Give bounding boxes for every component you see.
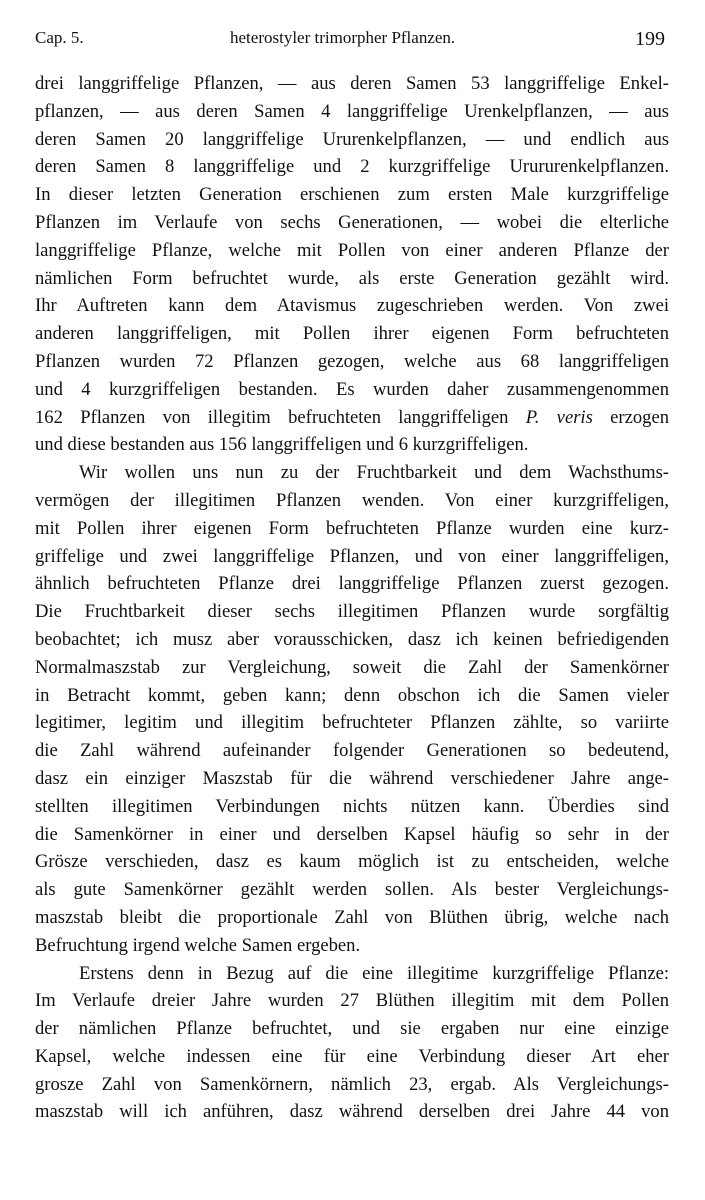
text-line: und 4 kurzgriffeligen bestanden. Es wurden daher zusammengenommen <box>35 378 669 400</box>
text-line: stellten illegitimen Verbindungen nichts nützen kann. Überdies sind <box>35 795 669 817</box>
text-line: vermögen der illegitimen Pflanzen wenden. Von einer kurzgriffeligen, <box>35 489 669 511</box>
text-line: der nämlichen Pflanze befruchtet, und sie ergaben nur eine einzige <box>35 1018 669 1040</box>
text-line: die Zahl während aufeinander folgender Generationen so bedeutend, <box>35 740 669 762</box>
text-line: die Samenkörner in einer und derselben Kapsel häufig so sehr in der <box>35 823 669 845</box>
text-line: grosze Zahl von Samenkörnern, nämlich 23, ergab. Als Vergleichungs- <box>35 1073 669 1095</box>
text-line: Kapsel, welche indessen eine für eine Verbindung dieser Art eher <box>35 1045 669 1067</box>
chapter-label: Cap. 5. <box>35 28 84 47</box>
text-line: Normalmaszstab zur Vergleichung, soweit die Zahl der Samenkörner <box>35 656 669 678</box>
page-number: 199 <box>635 28 665 50</box>
running-title: heterostyler trimorpher Pflanzen. <box>230 28 456 47</box>
text-line: maszstab will ich anführen, dasz während derselben drei Jahre 44 von <box>35 1101 669 1123</box>
text-line: drei langgriffelige Pflanzen, — aus deren Samen 53 langgriffelige Enkel- <box>35 73 669 94</box>
text-line: als gute Samenkörner gezählt werden sollen. Als bester Vergleichungs- <box>35 879 669 901</box>
text-line: beobachtet; ich musz aber vorausschicken, dasz ich keinen befriedigenden <box>35 628 669 650</box>
paragraph-end-line: und diese bestanden aus 156 langgriffeligen und 6 kurzgriffeligen. <box>35 434 529 456</box>
text-line: deren Samen 8 langgriffelige und 2 kurzgriffelige Urururenkelpflanzen. <box>35 156 669 178</box>
text-line: pflanzen, — aus deren Samen 4 langgriffelige Urenkelpflanzen, — aus <box>35 100 669 122</box>
text-line: ähnlich befruchteten Pflanze drei langgriffelige Pflanzen zuerst gezogen. <box>35 573 669 595</box>
text-line: Grösze verschieden, dasz es kaum möglich ist zu entscheiden, welche <box>35 851 669 873</box>
text-line: In dieser letzten Generation erschienen zum ersten Male kurzgriffelige <box>35 184 669 206</box>
paragraph-start-line: Erstens denn in Bezug auf die eine illegitime kurzgriffelige Pflanze: <box>79 962 669 984</box>
text-line: Pflanzen im Verlaufe von sechs Generationen, — wobei die elterliche <box>35 211 669 233</box>
text-line: dasz ein einziger Maszstab für die während verschiedener Jahre ange- <box>35 767 669 789</box>
running-header <box>35 28 665 58</box>
text-line: nämlichen Form befruchtet wurde, als erste Generation gezählt wird. <box>35 267 669 289</box>
text-line: langgriffelige Pflanze, welche mit Pollen von einer anderen Pflanze der <box>35 239 669 261</box>
paragraph-end-line: Befruchtung irgend welche Samen ergeben. <box>35 934 361 956</box>
text-line: Die Fruchtbarkeit dieser sechs illegitimen Pflanzen wurde sorgfältig <box>35 601 669 623</box>
text-line: Pflanzen wurden 72 Pflanzen gezogen, welche aus 68 langgriffeligen <box>35 350 669 372</box>
text-line: maszstab bleibt die proportionale Zahl von Blüthen übrig, welche nach <box>35 906 669 928</box>
text-line: griffelige und zwei langgriffelige Pflanzen, und von einer langgriffeligen, <box>35 545 669 567</box>
paragraph-start-line: Wir wollen uns nun zu der Fruchtbarkeit und dem Wachsthums- <box>79 462 669 484</box>
text-line: legitimer, legitim und illegitim befruchteter Pflanzen zählte, so variirte <box>35 712 669 734</box>
text-line: in Betracht kommt, geben kann; denn obschon ich die Samen vieler <box>35 684 669 706</box>
species-name: P. veris <box>525 406 593 428</box>
text-line: mit Pollen ihrer eigenen Form befruchteten Pflanze wurden eine kurz- <box>35 517 669 539</box>
line-pre-text: 162 Pflanzen von illegitim befruchteten langgriffeligen <box>35 406 526 428</box>
text-line: deren Samen 20 langgriffelige Ururenkelpflanzen, — und endlich aus <box>35 128 669 150</box>
text-line: Im Verlaufe dreier Jahre wurden 27 Blüthen illegitim mit dem Pollen <box>35 990 669 1012</box>
text-line: Ihr Auftreten kann dem Atavismus zugeschrieben werden. Von zwei <box>35 295 669 317</box>
text-line-with-species <box>35 404 669 432</box>
line-post-text: erzogen <box>592 406 669 428</box>
page-body <box>35 70 669 1126</box>
text-line: anderen langgriffeligen, mit Pollen ihrer eigenen Form befruchteten <box>35 323 669 345</box>
